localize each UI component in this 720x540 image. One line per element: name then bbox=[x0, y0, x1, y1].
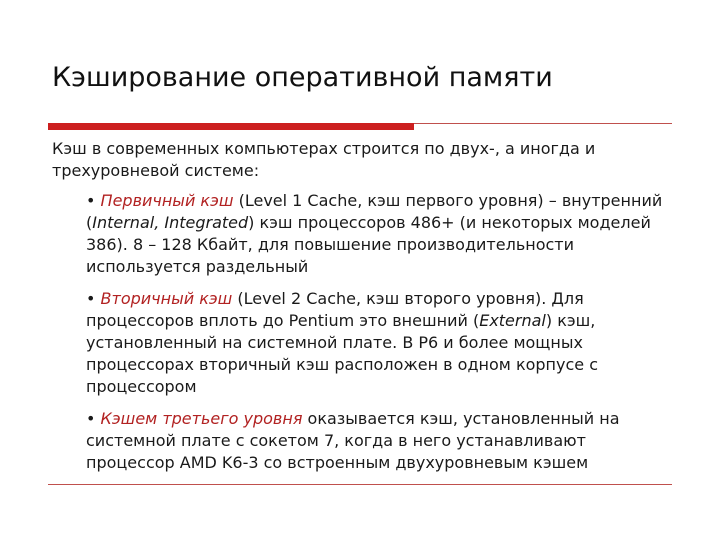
bullet-text: (Level 2 Cache, кэш второго уровня). Для процессоров вплоть до Pentium это внешний ( bbox=[86, 289, 584, 330]
bullet-marker: • bbox=[86, 289, 101, 308]
bullet-third-level-cache bbox=[86, 408, 676, 474]
bullet-text: (Level 1 Cache, кэш первого уровня) – внутренний ( bbox=[86, 191, 663, 232]
term-secondary-cache: Вторичный кэш bbox=[100, 289, 233, 308]
bullet-marker: • bbox=[86, 409, 101, 428]
title-divider-accent bbox=[48, 123, 414, 130]
slide-body bbox=[52, 138, 682, 484]
bullet-text: оказывается кэш, установленный на системной плате с сокетом 7, когда в него устанавливают процессор AMD K6-3 со встроенным двухуровневым кэшем bbox=[86, 409, 620, 472]
term-third-level-cache: Кэшем третьего уровня bbox=[100, 409, 303, 428]
slide-title: Кэширование оперативной памяти bbox=[52, 62, 553, 93]
term-primary-cache: Первичный кэш bbox=[100, 191, 234, 210]
bottom-divider bbox=[48, 484, 672, 485]
bullet-text: ) кэш, установленный на системной плате. В P6 и более мощных процессорах вторичный кэш расположен в одном корпусе с процессором bbox=[86, 311, 598, 396]
intro-text: Кэш в современных компьютерах строится по двух-, а иногда и трехуровневой системе: bbox=[52, 139, 596, 180]
italic-term: External bbox=[479, 311, 546, 330]
bullet-text: ) кэш процессоров 486+ (и некоторых моделей 386). 8 – 128 Кбайт, для повышение производительности используется раздельный bbox=[86, 213, 651, 276]
italic-term: Internal, Integrated bbox=[92, 213, 249, 232]
bullet-secondary-cache bbox=[86, 288, 676, 398]
bullet-marker: • bbox=[86, 191, 101, 210]
bullet-primary-cache bbox=[86, 190, 676, 278]
